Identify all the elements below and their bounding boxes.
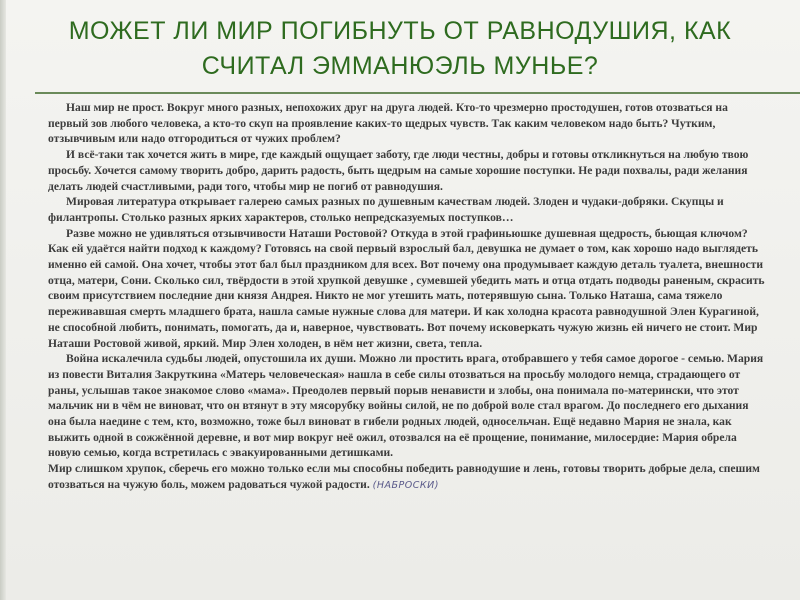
paragraph-4: Разве можно не удивляться отзывчивости Наташи Ростовой? Откуда в этой графиньюшке душевная щедрость, бьющая ключом? Как ей удаётся найти подход к каждому? Готовясь на свой первый взрослый бал, девушка не думает о том, как хорошо надо выглядеть именно ей самой. Она хочет, чтобы этот бал был праздником для всех. Вот почему она продумывает каждую деталь туалета, внешности отца, матери, Сони. Сколько сил, твёрдости в этой хрупкой девушке , сумевшей убедить мать и отца отдать подводы раненым, скрасить своим присутствием последние дни князя Андрея. Никто не мог утешить мать, потерявшую сына. Только Наташа, сама тяжело переживавшая смерть младшего брата, нашла самые нужные слова для матери. И как холодна красота равнодушной Элен Курагиной, не способной любить, понимать, помогать, да и, наверное, чувствовать. Вот почему исковеркать чужую жизнь ей ничего не стоит. Мир Наташи Ростовой живой, яркий. Мир Элен холоден, в нём нет жизни, света, тепла. (48, 226, 765, 350)
left-edge-bar (0, 0, 6, 600)
paragraph-1: Наш мир не прост. Вокруг много разных, непохожих друг на друга людей. Кто-то чрезмерно простодушен, готов отозваться на первый зов любого человека, а кто-то скуп на проявление каких-то щедрых чувств. Так каким человеком надо быть? Чутким, отзывчивым или надо отгородиться от чужих проблем? (48, 101, 728, 146)
paragraph-6-text: Мир слишком хрупок, сберечь его можно только если мы способны победить равнодушие и лень, готовы творить добрые дела, спешим отозваться на чужую боль, можем радоваться чужой радости. (48, 462, 760, 491)
drafts-note: (НАБРОСКИ) (372, 479, 439, 491)
paragraph-3: Мировая литература открывает галерею самых разных по душевным качествам людей. Злоден и чудаки-добряки. Скупцы и филантропы. Столько разных ярких характеров, столько непредсказуемых поступков… (48, 195, 724, 224)
essay-body (48, 100, 766, 494)
paragraph-6 (48, 461, 766, 493)
title-divider (35, 92, 800, 94)
paragraph-5: Война искалечила судьбы людей, опустошила их души. Можно ли простить врага, отобравшего у тебя самое дорогое - семью. Мария из повести Виталия Закруткина «Матерь человеческая» нашла в себе силы отозваться на просьбу молодого немца, страдающего от раны, услышав такое знакомое слово «мама». Преодолев первый порыв ненависти и злобы, она понимала по-матерински, что этот мальчик ни в чём не виноват, что он втянут в эту мясорубку войны силой, не по доброй воле стал врагом. До последнего его дыхания она была наедине с тем, кто, возможно, тоже был виноват в гибели родных людей, односельчан. Ещё недавно Мария не знала, как выжить одной в сожжённой деревне, и вот мир вокруг неё ожил, отозвался на её прощение, понимание, милосердие: Мария обрела новую семью, когда встретилась с эвакуированными детишками. (48, 352, 764, 460)
slide-title: МОЖЕТ ЛИ МИР ПОГИБНУТЬ ОТ РАВНОДУШИЯ, КАК СЧИТАЛ ЭММАНЮЭЛЬ МУНЬЕ? (68, 17, 732, 80)
paragraph-2: И всё-таки так хочется жить в мире, где каждый ощущает заботу, где люди честны, добры и готовы откликнуться на любую твою просьбу. Хочется самому творить добро, дарить радость, быть щедрым на самые хорошие поступки. Не ради похвалы, ради желания делать людей счастливыми, ради того, чтобы мир не погиб от равнодушия. (48, 148, 749, 193)
